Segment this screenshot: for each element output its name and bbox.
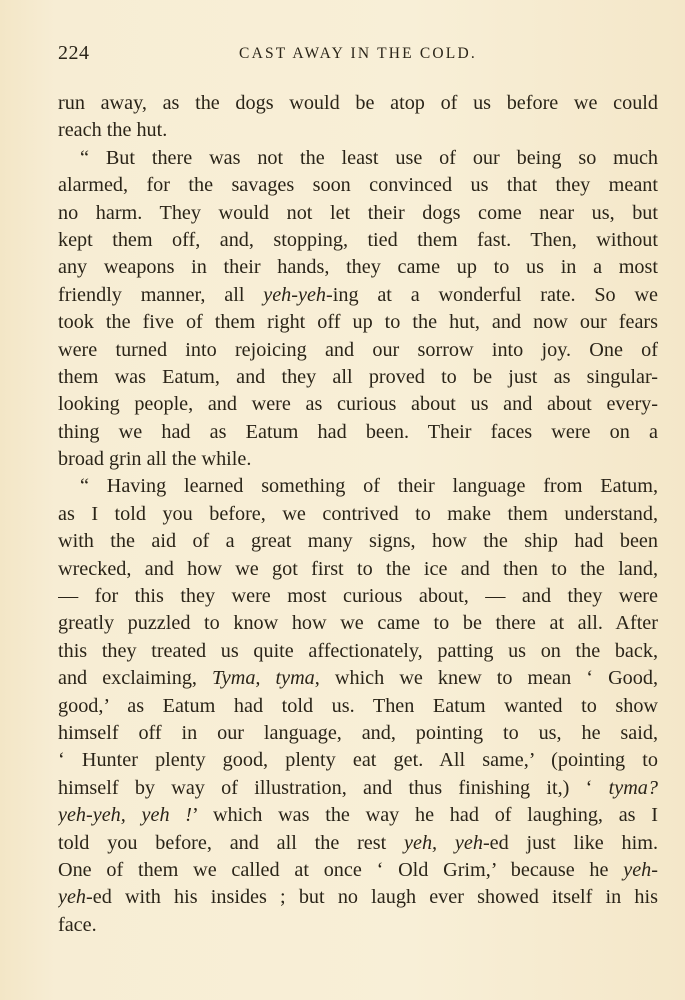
text-line: One of them we called at once ‘ Old Grim,’ because he yeh- bbox=[58, 858, 658, 881]
text-line: yeh-yeh, yeh !’ which was the way he had of laughing, as I bbox=[58, 804, 658, 827]
text-line: wrecked, and how we got first to the ice and then to the land, bbox=[58, 557, 658, 580]
text-line: reach the hut. bbox=[58, 119, 168, 142]
text-line: thing we had as Eatum had been. Their faces were on a bbox=[58, 420, 658, 443]
page-number: 224 bbox=[58, 42, 90, 64]
text-line: them was Eatum, and they all proved to be just as singular- bbox=[58, 365, 658, 388]
text-line: kept them off, and, stopping, tied them fast. Then, without bbox=[58, 228, 658, 251]
text-line: broad grin all the while. bbox=[58, 448, 252, 471]
text-line: and exclaiming, Tyma, tyma, which we knew to mean ‘ Good, bbox=[58, 667, 658, 690]
text-line: as I told you before, we contrived to make them understand, bbox=[58, 502, 658, 525]
page-header bbox=[58, 42, 658, 70]
text-line: alarmed, for the savages soon convinced us that they meant bbox=[58, 174, 658, 197]
text-line: no harm. They would not let their dogs come near us, but bbox=[58, 201, 658, 224]
text-line: himself off in our language, and, pointing to us, he said, bbox=[58, 721, 658, 744]
text-line: told you before, and all the rest yeh, yeh-ed just like him. bbox=[58, 831, 658, 854]
text-line: yeh-ed with his insides ; but no laugh ever showed itself in his bbox=[58, 886, 658, 909]
text-line: greatly puzzled to know how we came to be there at all. After bbox=[58, 612, 658, 635]
text-line: ‘ Hunter plenty good, plenty eat get. All same,’ (pointing to bbox=[58, 749, 658, 772]
running-title: CAST AWAY IN THE COLD. bbox=[239, 45, 477, 62]
text-line: looking people, and were as curious about us and about every- bbox=[58, 393, 658, 416]
text-line: friendly manner, all yeh-yeh-ing at a wonderful rate. So we bbox=[58, 283, 658, 306]
text-line: this they treated us quite affectionately, patting us on the back, bbox=[58, 639, 658, 662]
text-line: took the five of them right off up to the hut, and now our fears bbox=[58, 311, 658, 334]
text-line: himself by way of illustration, and thus finishing it,) ‘ tyma? bbox=[58, 776, 658, 799]
text-line: “ Having learned something of their language from Eatum, bbox=[80, 475, 658, 498]
text-line: run away, as the dogs would be atop of us before we could bbox=[58, 92, 658, 114]
body-text bbox=[58, 90, 658, 939]
text-line: — for this they were most curious about, — and they were bbox=[58, 585, 658, 608]
text-line: any weapons in their hands, they came up to us in a most bbox=[58, 256, 658, 279]
text-line: were turned into rejoicing and our sorrow into joy. One of bbox=[58, 338, 658, 361]
text-line: with the aid of a great many signs, how the ship had been bbox=[58, 530, 658, 553]
text-line: face. bbox=[58, 913, 97, 936]
text-line: “ But there was not the least use of our being so much bbox=[80, 146, 658, 169]
text-line: good,’ as Eatum had told us. Then Eatum wanted to show bbox=[58, 694, 658, 717]
